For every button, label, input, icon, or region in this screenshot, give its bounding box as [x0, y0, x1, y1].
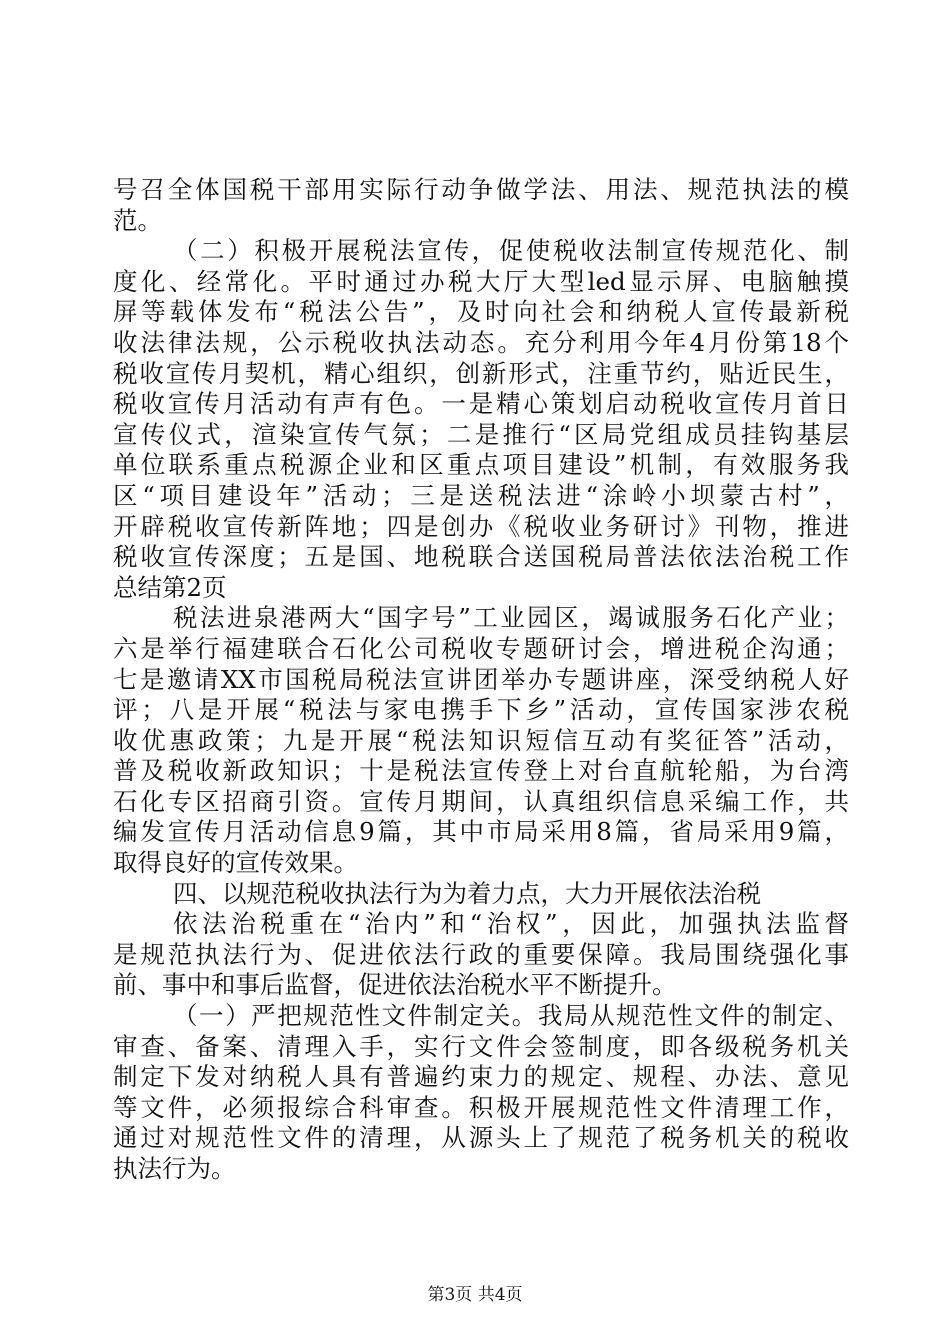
text-line: 收法律法规，公示税收执法动态。充分利用今年4月份第18个: [113, 327, 849, 357]
document-body: [113, 175, 849, 1185]
text-line: 执法行为。: [113, 1154, 236, 1183]
paragraph-first-line: 税法进泉港两大“国字号”工业园区，竭诚服务石化产业；: [173, 603, 849, 633]
text-line: 前、事中和事后监督，促进依法治税水平不断提升。: [113, 970, 677, 1000]
text-line: 七是邀请XX市国税局税法宣讲团举办专题讲座，深受纳税人好: [113, 664, 849, 694]
text-line: 收优惠政策；九是开展“税法知识短信互动有奖征答”活动，: [113, 725, 849, 755]
text-line: 通过对规范性文件的清理，从源头上了规范了税务机关的税收: [113, 1123, 849, 1153]
text-line: 开辟税收宣传新阵地；四是创办《税收业务研讨》刊物，推进: [113, 511, 849, 541]
text-line: 总结第2页: [113, 572, 227, 602]
paragraph-first-line: （二）积极开展税法宣传，促使税收法制宣传规范化、制: [173, 236, 849, 266]
text-line: 税收宣传月活动有声有色。一是精心策划启动税收宣传月首日: [113, 389, 849, 419]
text-line: 普及税收新政知识；十是税法宣传登上对台直航轮船，为台湾: [113, 756, 849, 786]
text-line: 宣传仪式，渲染宣传气氛；二是推行“区局党组成员挂钩基层: [113, 419, 849, 449]
section-heading: 四、以规范税收执法行为为着力点，大力开展依法治税: [173, 878, 761, 908]
text-line: 度化、经常化。平时通过办税大厅大型led显示屏、电脑触摸: [113, 266, 849, 296]
text-line: 单位联系重点税源企业和区重点项目建设”机制，有效服务我: [113, 450, 849, 480]
text-line: 号召全体国税干部用实际行动争做学法、用法、规范执法的模: [113, 175, 849, 204]
page-footer: 第3页 共4页: [427, 1285, 523, 1305]
text-line: 石化专区招商引资。宣传月期间，认真组织信息采编工作，共: [113, 786, 849, 816]
text-line: 税收宣传月契机，精心组织，创新形式，注重节约，贴近民生，: [113, 358, 849, 388]
text-line: 审查、备案、清理入手，实行文件会签制度，即各级税务机关: [113, 1031, 849, 1061]
text-line: 制定下发对纳税人具有普遍约束力的规定、规程、办法、意见: [113, 1062, 849, 1092]
text-line: 取得良好的宣传效果。: [113, 848, 358, 878]
text-line: 税收宣传深度；五是国、地税联合送国税局普法依法治税工作: [113, 542, 849, 572]
text-line: 范。: [113, 205, 162, 235]
text-line: 区“项目建设年”活动；三是送税法进“涂岭小坝蒙古村”，: [113, 480, 849, 510]
paragraph-first-line: （一）严把规范性文件制定关。我局从规范性文件的制定、: [173, 1001, 849, 1031]
text-line: 屏等载体发布“税法公告”，及时向社会和纳税人宣传最新税: [113, 297, 849, 327]
paragraph-first-line: 依法治税重在“治内”和“治权”，因此，加强执法监督: [173, 909, 849, 939]
text-line: 评；八是开展“税法与家电携手下乡”活动，宣传国家涉农税: [113, 695, 849, 725]
text-line: 等文件，必须报综合科审查。积极开展规范性文件清理工作，: [113, 1092, 849, 1122]
text-line: 是规范执法行为、促进依法行政的重要保障。我局围绕强化事: [113, 939, 849, 969]
text-line: 编发宣传月活动信息9篇，其中市局采用8篇，省局采用9篇，: [113, 817, 849, 847]
text-line: 六是举行福建联合石化公司税收专题研讨会，增进税企沟通；: [113, 633, 849, 663]
